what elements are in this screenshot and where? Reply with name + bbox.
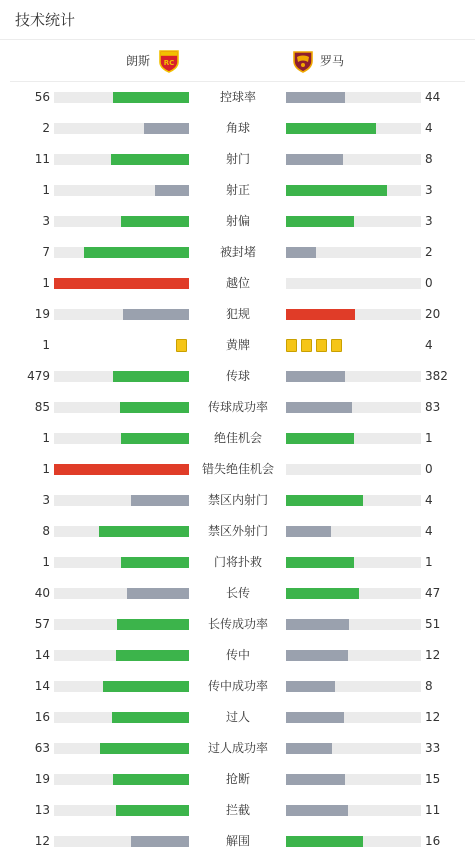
stat-row — [0, 237, 475, 268]
home-stat-bar-track — [54, 92, 189, 103]
away-stat-value: 1 — [425, 431, 433, 445]
home-stat-bar-track — [54, 743, 189, 754]
stat-row — [0, 82, 475, 113]
stat-label: 绝佳机会 — [213, 431, 262, 445]
stat-row — [0, 330, 475, 361]
away-stat-bar-track — [286, 402, 421, 413]
away-stat-bar-fill — [286, 712, 344, 723]
away-stat-value: 4 — [425, 493, 433, 507]
home-stat-bar-track — [54, 216, 189, 227]
away-stat-value: 4 — [425, 524, 433, 538]
home-stat-bar-track — [54, 712, 189, 723]
away-stat-bar-track — [286, 557, 421, 568]
home-stat-bar-track — [54, 402, 189, 413]
home-team — [126, 40, 180, 81]
away-stat-bar-fill — [286, 743, 332, 754]
home-stat-bar-fill — [121, 216, 189, 227]
away-stat-bar-fill — [286, 619, 349, 630]
away-stat-value: 11 — [425, 803, 441, 817]
home-stat-bar-track — [54, 309, 189, 320]
home-stat-bar-fill — [116, 805, 189, 816]
stat-label: 传中成功率 — [207, 679, 268, 693]
home-stat-bar-track — [54, 681, 189, 692]
home-stat-value: 14 — [34, 648, 50, 662]
yellow-card-icon — [301, 339, 312, 352]
home-stat-value: 19 — [34, 307, 50, 321]
home-stat-bar-fill — [113, 371, 189, 382]
stat-row — [0, 702, 475, 733]
home-stat-bar-fill — [131, 836, 189, 847]
away-stat-bar-fill — [286, 92, 345, 103]
yellow-card-icon — [286, 339, 297, 352]
home-stat-bar-track — [54, 495, 189, 506]
home-stat-value: 14 — [34, 679, 50, 693]
home-stat-bar-fill — [131, 495, 189, 506]
stat-label: 禁区外射门 — [207, 524, 268, 538]
stat-label: 抢断 — [225, 772, 250, 786]
away-stat-value: 4 — [425, 121, 433, 135]
away-stat-bar-track — [286, 123, 421, 134]
home-stat-bar-fill — [103, 681, 189, 692]
home-stat-bar-fill — [100, 743, 189, 754]
teams-bar — [10, 40, 465, 82]
stat-row — [0, 268, 475, 299]
stat-row — [0, 454, 475, 485]
home-stat-bar-fill — [117, 619, 189, 630]
page-title: 技术统计 — [15, 11, 76, 29]
home-stat-bar-fill — [113, 774, 189, 785]
stat-row — [0, 609, 475, 640]
home-stat-value: 12 — [34, 834, 50, 848]
stat-row — [0, 361, 475, 392]
stat-row — [0, 175, 475, 206]
stat-row — [0, 795, 475, 826]
home-stat-value: 1 — [42, 555, 50, 569]
stat-row — [0, 144, 475, 175]
home-team-name: 朗斯 — [125, 54, 150, 68]
home-stat-bar-fill — [144, 123, 189, 134]
away-stat-bar-fill — [286, 371, 345, 382]
away-stat-bar-fill — [286, 805, 348, 816]
stat-row — [0, 764, 475, 795]
home-stat-bar-track — [54, 278, 189, 289]
home-stat-bar-track — [54, 557, 189, 568]
home-stat-bar-track — [54, 433, 189, 444]
away-stat-bar-track — [286, 619, 421, 630]
home-stat-bar-fill — [120, 402, 189, 413]
stat-label: 传中 — [225, 648, 250, 662]
home-stat-bar-fill — [54, 464, 189, 475]
away-stat-value: 8 — [425, 152, 433, 166]
away-stat-value: 3 — [425, 214, 433, 228]
home-stat-bar-track — [54, 371, 189, 382]
home-stat-value: 8 — [42, 524, 50, 538]
away-stat-value: 51 — [425, 617, 441, 631]
away-stat-bar-fill — [286, 185, 387, 196]
away-stat-bar-fill — [286, 433, 354, 444]
home-stat-value: 57 — [34, 617, 50, 631]
away-stat-value: 3 — [425, 183, 433, 197]
stat-label: 射偏 — [225, 214, 250, 228]
stat-row — [0, 578, 475, 609]
home-stat-bar-track — [54, 123, 189, 134]
away-stat-bar-track — [286, 588, 421, 599]
home-stat-value: 1 — [42, 183, 50, 197]
stat-row — [0, 113, 475, 144]
stat-label: 禁区内射门 — [207, 493, 268, 507]
away-stat-value: 2 — [425, 245, 433, 259]
stat-row — [0, 206, 475, 237]
away-stat-bar-track — [286, 216, 421, 227]
home-stat-value: 40 — [34, 586, 50, 600]
away-stat-bar-fill — [286, 402, 352, 413]
stat-label: 解围 — [225, 834, 250, 848]
away-stat-bar-track — [286, 464, 421, 475]
yellow-card-icon — [316, 339, 327, 352]
stat-label: 控球率 — [219, 90, 256, 104]
home-stat-bar-track — [54, 836, 189, 847]
away-stat-bar-fill — [286, 247, 316, 258]
away-stat-bar-fill — [286, 681, 335, 692]
away-stat-bar-track — [286, 650, 421, 661]
home-stat-bar-fill — [127, 588, 189, 599]
home-stat-bar-track — [54, 619, 189, 630]
away-stat-bar-track — [286, 154, 421, 165]
yellow-card-icon — [176, 339, 187, 352]
away-stat-bar-fill — [286, 774, 345, 785]
home-stat-value: 7 — [42, 245, 50, 259]
stat-label: 过人成功率 — [207, 741, 268, 755]
away-stat-bar-track — [286, 278, 421, 289]
home-stat-value: 1 — [42, 338, 50, 352]
home-stat-bar-fill — [116, 650, 189, 661]
home-stat-bar-track — [54, 588, 189, 599]
away-stat-value: 0 — [425, 276, 433, 290]
stat-label: 拦截 — [225, 803, 250, 817]
away-stat-bar-track — [286, 712, 421, 723]
away-stat-value: 44 — [425, 90, 441, 104]
stat-label: 过人 — [225, 710, 250, 724]
away-stat-bar-track — [286, 774, 421, 785]
stat-label: 犯规 — [225, 307, 250, 321]
yellow-card-icon — [331, 339, 342, 352]
home-stat-bar-fill — [84, 247, 189, 258]
home-stat-value: 56 — [34, 90, 50, 104]
home-stat-bar-fill — [123, 309, 189, 320]
away-stat-bar-fill — [286, 526, 331, 537]
home-stat-bar-fill — [99, 526, 189, 537]
home-stat-bar-fill — [54, 278, 189, 289]
as-roma-crest-icon — [292, 49, 314, 73]
away-stat-bar-fill — [286, 309, 355, 320]
away-stat-bar-track — [286, 433, 421, 444]
away-stat-bar-track — [286, 836, 421, 847]
home-stat-value: 63 — [34, 741, 50, 755]
away-stat-value: 12 — [425, 648, 441, 662]
home-stat-bar-fill — [113, 92, 189, 103]
away-stat-bar-track — [286, 526, 421, 537]
away-stat-value: 382 — [425, 369, 448, 383]
stat-row — [0, 640, 475, 671]
away-stat-bar-fill — [286, 216, 354, 227]
home-stat-bar-fill — [155, 185, 189, 196]
stat-row — [0, 547, 475, 578]
away-stat-bar-track — [286, 371, 421, 382]
stats-header — [0, 0, 475, 40]
stat-label: 传球成功率 — [207, 400, 268, 414]
stat-label: 长传 — [225, 586, 250, 600]
away-stat-value: 0 — [425, 462, 433, 476]
away-stat-bar-fill — [286, 836, 363, 847]
away-stat-bar-fill — [286, 123, 376, 134]
home-stat-value: 85 — [34, 400, 50, 414]
home-stat-value: 11 — [34, 152, 50, 166]
away-stat-bar-track — [286, 743, 421, 754]
away-stat-bar-track — [286, 309, 421, 320]
home-stat-bar-fill — [111, 154, 189, 165]
home-stat-value: 1 — [42, 462, 50, 476]
stats-list — [0, 82, 475, 857]
stat-row — [0, 392, 475, 423]
away-stat-bar-fill — [286, 650, 348, 661]
away-stat-bar-track — [286, 495, 421, 506]
home-stat-bar-track — [54, 185, 189, 196]
away-stat-bar-fill — [286, 557, 354, 568]
away-yellow-cards — [286, 339, 346, 352]
home-stat-value: 13 — [34, 803, 50, 817]
stat-label: 角球 — [225, 121, 250, 135]
home-stat-value: 16 — [34, 710, 50, 724]
away-team — [292, 40, 344, 81]
rc-lens-crest-icon — [158, 49, 180, 73]
home-stat-bar-track — [54, 805, 189, 816]
stat-label: 传球 — [225, 369, 250, 383]
home-stat-bar-track — [54, 526, 189, 537]
away-stat-value: 33 — [425, 741, 441, 755]
away-stat-value: 20 — [425, 307, 441, 321]
home-stat-bar-fill — [112, 712, 189, 723]
home-stat-bar-track — [54, 464, 189, 475]
away-stat-value: 47 — [425, 586, 441, 600]
stat-label: 长传成功率 — [207, 617, 268, 631]
home-stat-value: 3 — [42, 214, 50, 228]
away-stat-bar-track — [286, 681, 421, 692]
away-stat-bar-fill — [286, 588, 359, 599]
stat-row — [0, 826, 475, 857]
away-stat-value: 4 — [425, 338, 433, 352]
away-stat-bar-fill — [286, 154, 343, 165]
stat-label: 错失绝佳机会 — [201, 462, 274, 476]
away-stat-bar-track — [286, 247, 421, 258]
home-stat-bar-track — [54, 154, 189, 165]
stat-row — [0, 671, 475, 702]
away-stat-value: 12 — [425, 710, 441, 724]
home-stat-bar-track — [54, 774, 189, 785]
away-stat-value: 8 — [425, 679, 433, 693]
stat-row — [0, 516, 475, 547]
home-stat-value: 479 — [27, 369, 50, 383]
home-yellow-cards — [176, 339, 189, 352]
away-stat-value: 1 — [425, 555, 433, 569]
away-stat-value: 15 — [425, 772, 441, 786]
away-stat-value: 16 — [425, 834, 441, 848]
away-stat-bar-track — [286, 92, 421, 103]
stat-row — [0, 485, 475, 516]
stat-label: 射门 — [225, 152, 250, 166]
stat-row — [0, 423, 475, 454]
home-stat-bar-fill — [121, 433, 189, 444]
stat-row — [0, 299, 475, 330]
away-team-name: 罗马 — [320, 54, 345, 68]
stat-label: 门将扑救 — [213, 555, 262, 569]
stat-label: 被封堵 — [219, 245, 256, 259]
away-stat-bar-fill — [286, 495, 363, 506]
home-stat-value: 1 — [42, 276, 50, 290]
away-stat-value: 83 — [425, 400, 441, 414]
home-stat-value: 3 — [42, 493, 50, 507]
home-stat-bar-fill — [121, 557, 189, 568]
away-stat-bar-track — [286, 805, 421, 816]
stat-label: 射正 — [225, 183, 250, 197]
home-stat-value: 19 — [34, 772, 50, 786]
stat-label: 黄牌 — [225, 338, 250, 352]
away-stat-bar-track — [286, 185, 421, 196]
home-stat-value: 2 — [42, 121, 50, 135]
stat-label: 越位 — [225, 276, 250, 290]
home-stat-bar-track — [54, 247, 189, 258]
home-stat-value: 1 — [42, 431, 50, 445]
svg-text:RC: RC — [163, 58, 175, 67]
stat-row — [0, 733, 475, 764]
home-stat-bar-track — [54, 650, 189, 661]
